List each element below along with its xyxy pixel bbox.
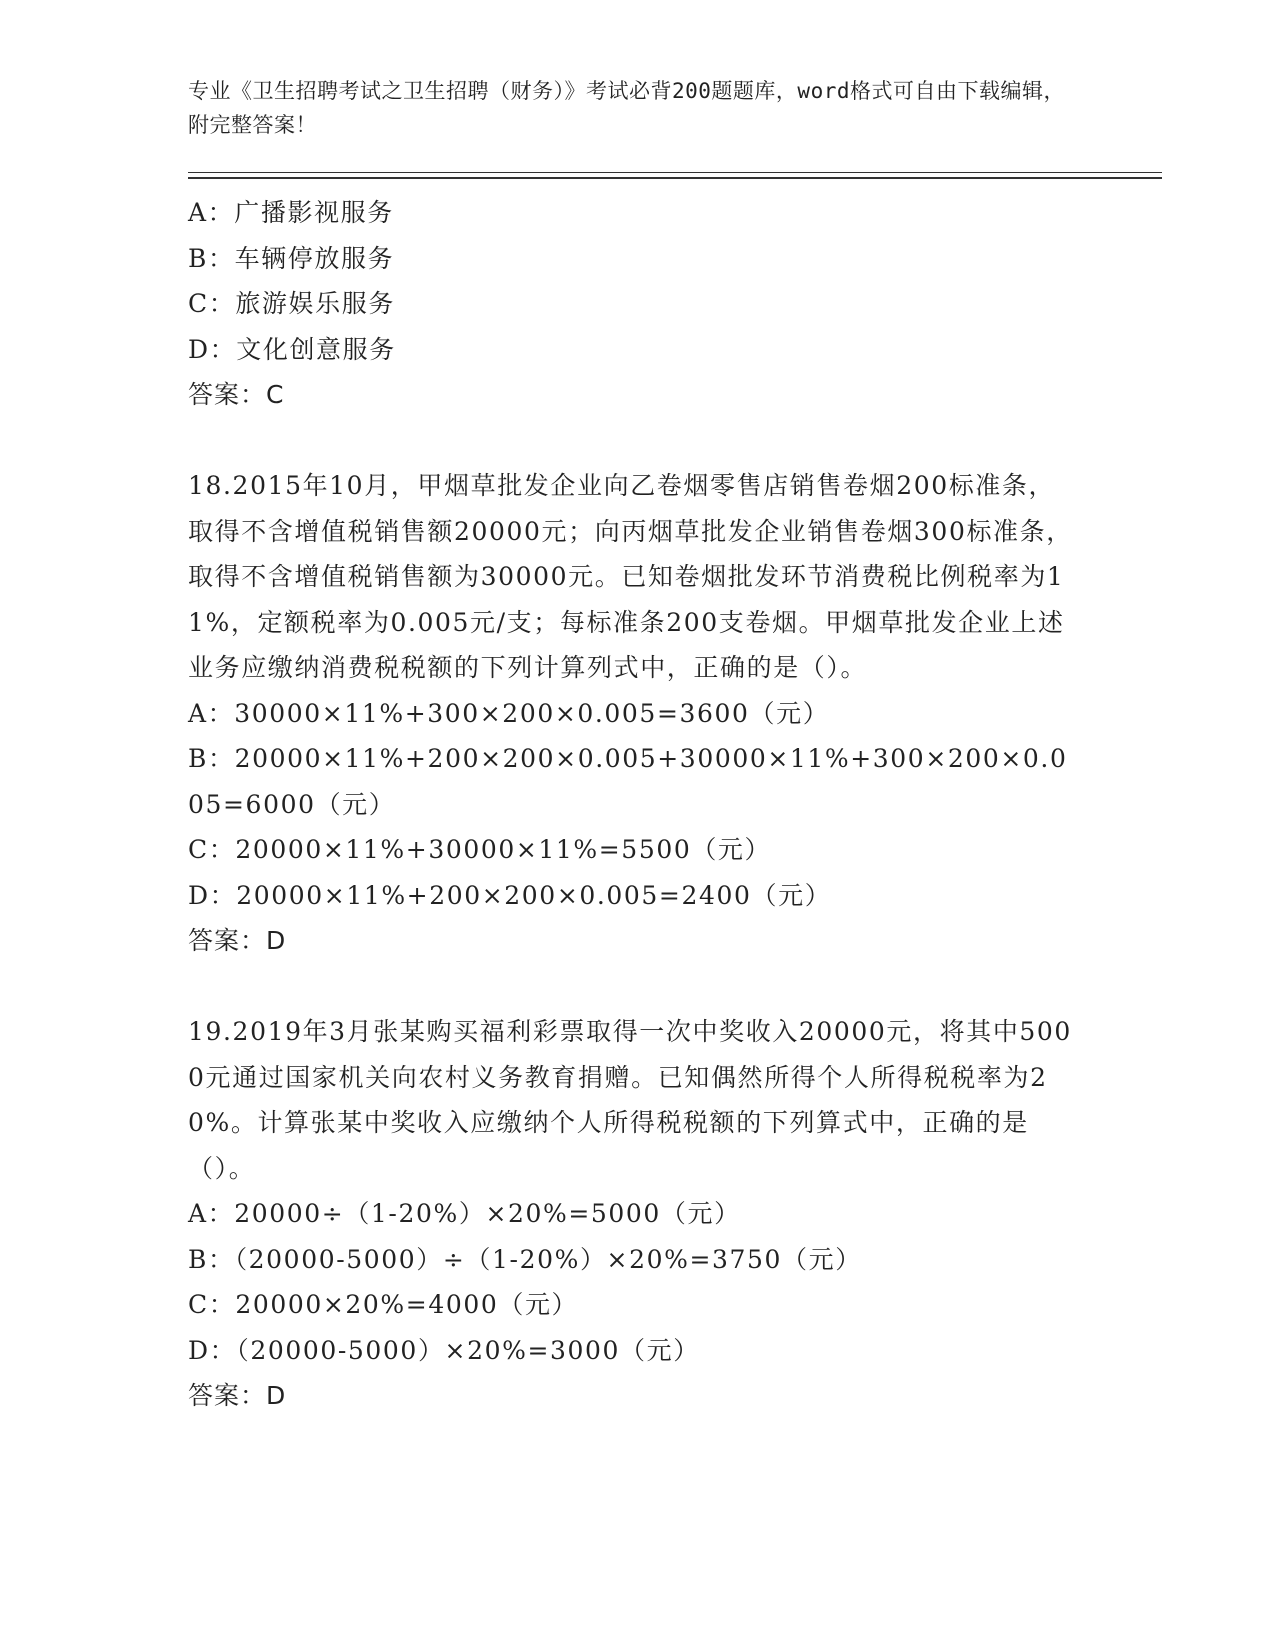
answer-19: 答案：D	[188, 1381, 287, 1410]
option-b: B：20000×11%+200×200×0.005+30000×11%+300×200×0.005=6000（元）	[188, 744, 1068, 819]
option-d: D：（20000-5000）×20%=3000（元）	[188, 1335, 700, 1365]
option-d: D：20000×11%+200×200×0.005=2400（元）	[188, 880, 832, 910]
option-a: A：20000÷（1-20%）×20%=5000（元）	[188, 1199, 741, 1228]
option-b: B：（20000-5000）÷（1-20%）×20%=3750（元）	[188, 1244, 862, 1274]
question-17-options	[188, 190, 1088, 372]
option-c: C：20000×20%=4000（元）	[188, 1290, 579, 1319]
header-divider-bottom	[188, 177, 1162, 179]
question-19-stem: 19.2019年3月张某购买福利彩票取得一次中奖收入20000元，将其中5000元通过国家机关向农村义务教育捐赠。已知偶然所得个人所得税税率为20%。计算张某中奖收入应缴纳个人所得税税额的下列算式中，正确的是（）。	[188, 1017, 1072, 1183]
option-b: B：车辆停放服务	[188, 243, 395, 273]
option-c: C：旅游娱乐服务	[188, 289, 395, 318]
question-18	[188, 463, 1088, 964]
answer-17: 答案：C	[188, 380, 285, 409]
document-body	[188, 190, 1088, 1419]
option-c: C：20000×11%+30000×11%=5500（元）	[188, 835, 772, 864]
option-a: A：30000×11%+300×200×0.005=3600（元）	[188, 698, 830, 728]
question-19	[188, 1009, 1088, 1419]
document-header: 专业《卫生招聘考试之卫生招聘（财务）》考试必背200题题库，word格式可自由下载编辑，附完整答案！	[188, 79, 1065, 137]
answer-18: 答案：D	[188, 926, 287, 955]
header-divider-top	[188, 172, 1162, 173]
option-a: A：广播影视服务	[188, 198, 394, 227]
question-18-stem: 18.2015年10月，甲烟草批发企业向乙卷烟零售店销售卷烟200标准条，取得不含增值税销售额20000元；向丙烟草批发企业销售卷烟300标准条，取得不含增值税销售额为30000元。已知卷烟批发环节消费税比例税率为11%，定额税率为0.005元/支；每标准条200支卷烟。甲烟草批发企业上述业务应缴纳消费税税额的下列计算列式中，正确的是（）。	[188, 471, 1073, 682]
option-d: D：文化创意服务	[188, 334, 396, 364]
